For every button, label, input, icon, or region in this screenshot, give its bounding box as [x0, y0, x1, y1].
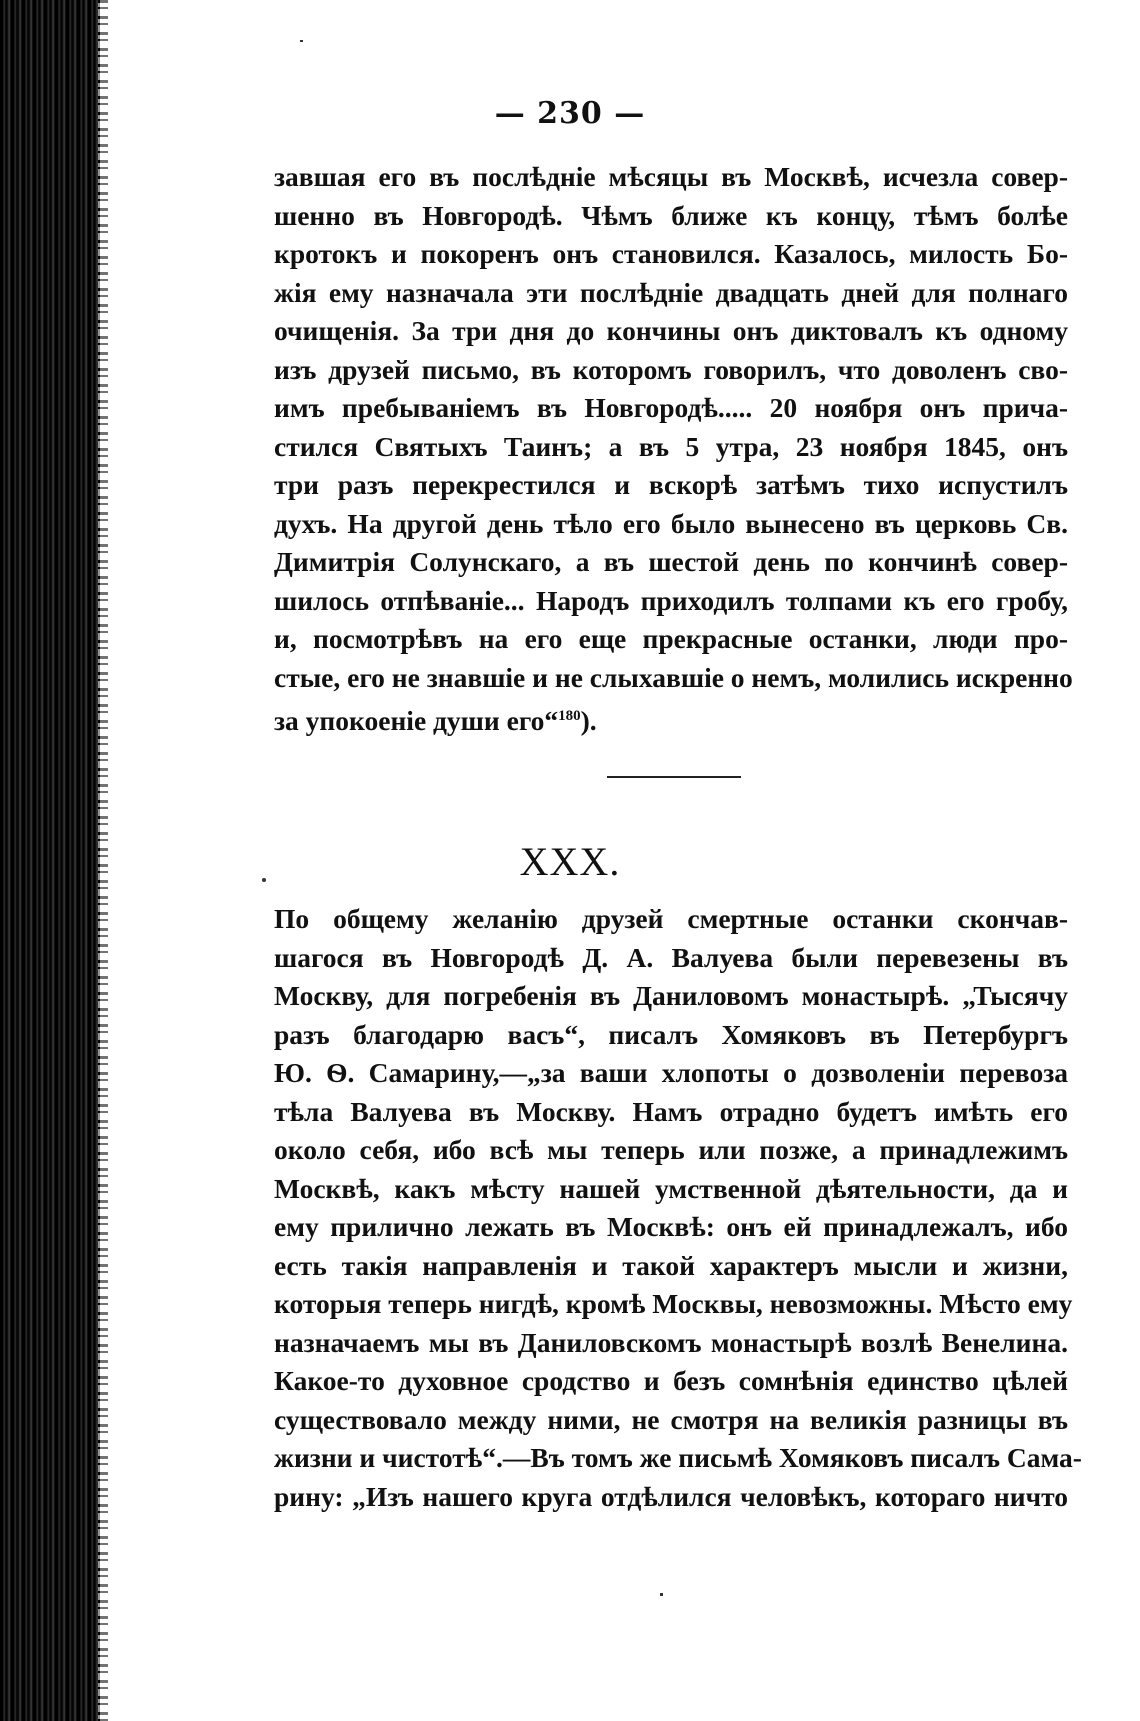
text-line: изъ друзей письмо, въ которомъ говорилъ, что доволенъ сво- — [274, 353, 1068, 385]
text-line: ему прилично лежать въ Москвѣ: онъ ей принадлежалъ, ибо — [274, 1211, 1068, 1242]
text-fragment: ). — [580, 705, 597, 737]
text-line: По общему желанію друзей смертные останки скончав- — [274, 903, 1068, 934]
text-line: жія ему назначала эти послѣдніе двадцать дней для полнаго — [274, 276, 1068, 308]
text-line: Москвѣ, какъ мѣсту нашей умственной дѣятельности, да и — [274, 1172, 1068, 1204]
text-line: Ю. Ѳ. Самарину,—„за ваши хлопоты о дозволеніи перевоза — [274, 1057, 1068, 1088]
text-line: имъ пребываніемъ въ Новгородѣ..... 20 ноября онъ прича- — [274, 392, 1068, 423]
text-line: существовало между ними, не смотря на великія разницы въ — [274, 1403, 1068, 1435]
page-number: — 230 — — [494, 96, 646, 131]
paragraph-2 — [274, 900, 1082, 1516]
scan-speck — [300, 40, 303, 42]
text-line: шенно въ Новгородѣ. Чѣмъ ближе къ концу, тѣмъ болѣе — [274, 199, 1068, 231]
section-divider — [607, 776, 741, 778]
footnote-reference: 180 — [558, 708, 581, 724]
section-heading: XXX. — [519, 839, 621, 884]
text-line — [274, 697, 1068, 736]
text-line: Какое-то духовное сродство и безъ сомнѣнія единство цѣлей — [274, 1365, 1068, 1396]
text-line: рину: „Изъ нашего круга отдѣлился человѣкъ, котораго ничто — [274, 1480, 1068, 1512]
text-line: стые, его не знавшіе и не слыхавшіе о немъ, молились искренно — [274, 661, 1073, 693]
text-fragment: за упокоеніе души его“ — [274, 705, 559, 737]
text-line: и, посмотрѣвъ на его еще прекрасные останки, люди про- — [274, 623, 1068, 654]
text-line: завшая его въ послѣдніе мѣсяцы въ Москвѣ, исчезла совер- — [274, 161, 1068, 192]
text-line: очищенія. За три дня до кончины онъ диктовалъ къ одному — [274, 315, 1068, 346]
text-line: разъ благодарю васъ“, писалъ Хомяковъ въ Петербургъ — [274, 1018, 1068, 1050]
text-line: Москву, для погребенія въ Даниловомъ монастырѣ. „Тысячу — [274, 980, 1068, 1011]
text-line: тѣла Валуева въ Москву. Намъ отрадно будетъ имѣть его — [274, 1095, 1068, 1127]
paragraph-1 — [274, 158, 1073, 737]
text-line: около себя, ибо всѣ мы теперь или позже, а принадлежимъ — [274, 1134, 1068, 1165]
scan-speck — [660, 1593, 663, 1596]
text-line: шагося въ Новгородѣ Д. А. Валуева были перевезены въ — [274, 941, 1068, 973]
text-line: есть такія направленія и такой характеръ мысли и жизни, — [274, 1249, 1068, 1281]
text-line: шилось отпѣваніе... Народъ приходилъ толпами къ его гробу, — [274, 584, 1068, 616]
text-line: Димитрія Солунскаго, а въ шестой день по кончинѣ совер- — [274, 546, 1068, 577]
text-line: кротокъ и покоренъ онъ становился. Казалось, милость Бо- — [274, 238, 1068, 269]
text-line: назначаемъ мы въ Даниловскомъ монастырѣ возлѣ Венелина. — [274, 1326, 1068, 1358]
scan-speck — [262, 878, 266, 882]
text-line: духъ. На другой день тѣло его было вынесено въ церковь Св. — [274, 507, 1068, 539]
text-line: жизни и чистотѣ“.—Въ томъ же письмѣ Хомяковъ писалъ Сама- — [274, 1442, 1082, 1473]
text-line: которыя теперь нигдѣ, кромѣ Москвы, невозможны. Мѣсто ему — [274, 1288, 1073, 1319]
text-line: стился Святыхъ Таинъ; а въ 5 утра, 23 ноября 1845, онъ — [274, 430, 1068, 462]
text-line: три разъ перекрестился и вскорѣ затѣмъ тихо испустилъ — [274, 469, 1068, 500]
